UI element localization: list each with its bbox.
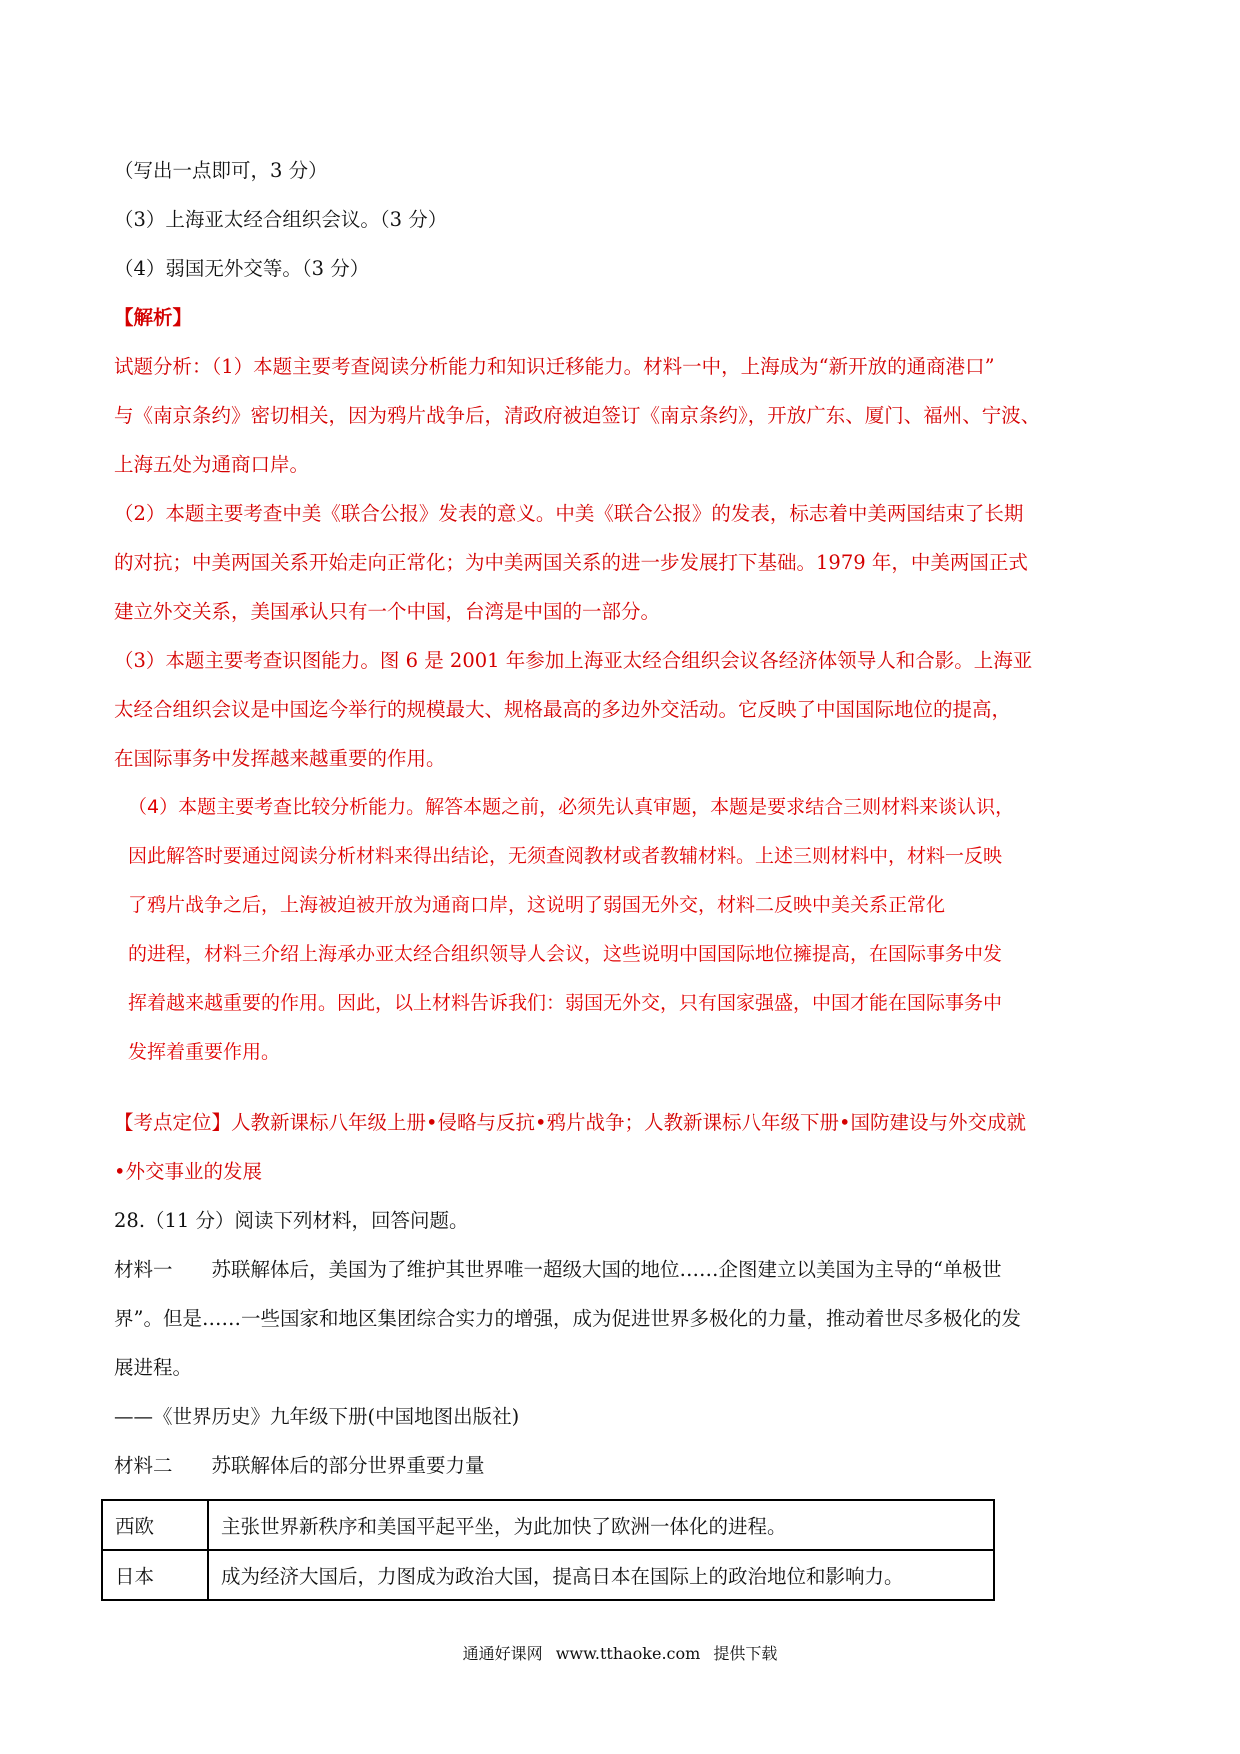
analysis-line: 建立外交关系，美国承认只有一个中国，台湾是中国的一部分。 (114, 600, 661, 623)
footer-url[interactable]: www.tthaoke.com (555, 1644, 701, 1663)
material-line: 材料二 苏联解体后的部分世界重要力量 (114, 1454, 485, 1477)
material-table (101, 1499, 995, 1601)
analysis-line: 上海五处为通商口岸。 (114, 453, 310, 476)
kaodian-line: •外交事业的发展 (114, 1160, 263, 1183)
analysis-line: 太经合组织会议是中国迄今举行的规模最大、规格最高的多边外交活动。它反映了中国国际地位的提高， (114, 698, 1012, 721)
analysis-line: 因此解答时要通过阅读分析材料来得出结论，无须查阅教材或者教辅材料。上述三则材料中，材料一反映 (128, 845, 1003, 867)
analysis-line: 试题分析：（1）本题主要考查阅读分析能力和知识迁移能力。材料一中，上海成为“新开放的通商港口” (114, 355, 995, 378)
analysis-line: 挥着越来越重要的作用。因此，以上材料告诉我们：弱国无外交，只有国家强盛，中国才能在国际事务中 (128, 992, 1003, 1014)
analysis-heading: 【解析】 (114, 306, 193, 329)
question-title: 28.（11 分）阅读下列材料，回答问题。 (114, 1209, 469, 1232)
footer-site: 通通好课网 (462, 1644, 543, 1663)
footer-tail: 提供下载 (713, 1644, 778, 1663)
analysis-line: 的对抗；中美两国关系开始走向正常化；为中美两国关系的进一步发展打下基础。1979 年，中美两国正式 (114, 551, 1028, 574)
answer-line: （写出一点即可，3 分） (114, 159, 328, 182)
analysis-line: 的进程，材料三介绍上海承办亚太经合组织领导人会议，这些说明中国国际地位擁提高，在国际事务中发 (128, 943, 1003, 965)
analysis-line: （4）本题主要考查比较分析能力。解答本题之前，必须先认真审题，本题是要求结合三则材料来谈认识， (128, 796, 1015, 818)
kaodian-line: 【考点定位】人教新课标八年级上册•侵略与反抗•鸦片战争；人教新课标八年级下册•国防建设与外交成就 (114, 1111, 1027, 1134)
table-cell-desc: 成为经济大国后，力图成为政治大国，提高日本在国际上的政治地位和影响力。 (208, 1550, 994, 1600)
answer-line: （4）弱国无外交等。（3 分） (114, 257, 370, 280)
table-row (102, 1550, 994, 1600)
material-line: 展进程。 (114, 1356, 193, 1379)
analysis-line: （3）本题主要考查识图能力。图 6 是 2001 年参加上海亚太经合组织会议各经济体领导人和合影。上海亚 (114, 649, 1033, 672)
material-source: ——《世界历史》九年级下册(中国地图出版社) (114, 1405, 520, 1428)
analysis-line: 与《南京条约》密切相关，因为鸦片战争后，清政府被迫签订《南京条约》，开放广东、厦门、福州、宁波、 (114, 404, 1041, 427)
answer-line: （3）上海亚太经合组织会议。（3 分） (114, 208, 448, 231)
table-cell-desc: 主张世界新秩序和美国平起平坐，为此加快了欧洲一体化的进程。 (208, 1500, 994, 1550)
analysis-line: （2）本题主要考查中美《联合公报》发表的意义。中美《联合公报》的发表，标志着中美两国结束了长期 (114, 502, 1024, 525)
analysis-line: 在国际事务中发挥越来越重要的作用。 (114, 747, 446, 770)
table-row (102, 1500, 994, 1550)
table-cell-region: 西欧 (102, 1500, 208, 1550)
analysis-line: 发挥着重要作用。 (128, 1041, 281, 1063)
analysis-line: 了鸦片战争之后，上海被迫被开放为通商口岸，这说明了弱国无外交，材料二反映中美关系正常化 (128, 894, 946, 916)
page-footer (0, 1641, 1240, 1664)
material-line: 材料一 苏联解体后，美国为了维护其世界唯一超级大国的地位……企图建立以美国为主导的“单极世 (114, 1258, 1002, 1281)
material-line: 界”。但是……一些国家和地区集团综合实力的增强，成为促进世界多极化的力量，推动着世尽多极化的发 (114, 1307, 1021, 1330)
table-cell-region: 日本 (102, 1550, 208, 1600)
